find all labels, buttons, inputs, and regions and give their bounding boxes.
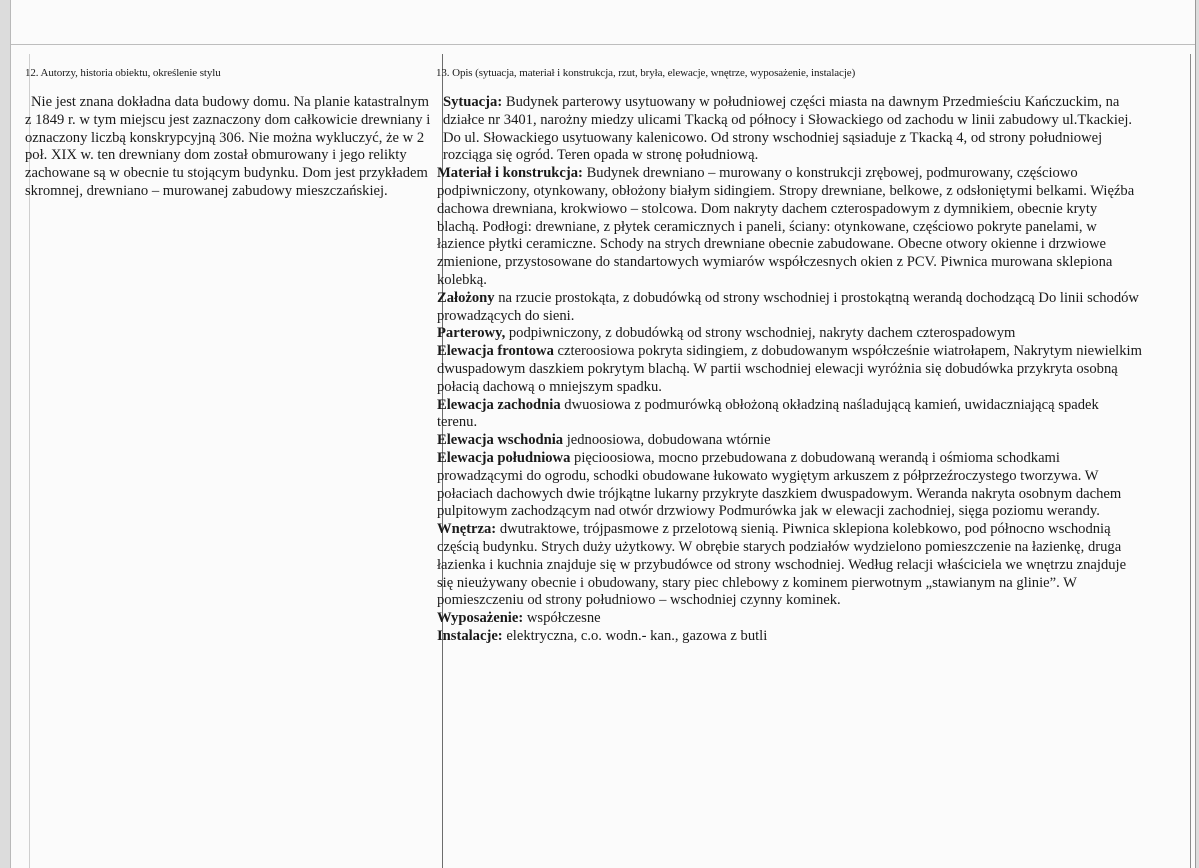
paragraph-text: Budynek drewniano – murowany o konstrukcji zrębowej, podmurowany, częściowo podpiwniczony, otynkowany, obłożony białym sidingiem. Stropy drewniane, belkowe, z odsłoniętymi belkami. Więźba dachowa drewniana, krokwiowo – stolcowa. Dom nakryty dachem czterospadowym z dymnikiem, obecnie kryty blachą. Podłogi: drewniane, z płytek ceramicznych i paneli, ściany: otynkowane, częściowo pokryte panelami, w łazience płytki ceramiczne. Schody na strych drewniane obecnie zabudowane. Obecne otwory okienne i drzwiowe zmienione, przystosowane do standartowych wymiarów współczesnych okien z PCV. Piwnica murowana sklepiona kolebką.	[437, 165, 1135, 288]
right-column-border	[1190, 54, 1191, 868]
paragraph-installations	[437, 628, 1142, 646]
paragraph-label: Sytuacja:	[443, 94, 503, 110]
paragraph-west-facade	[437, 397, 1142, 433]
paragraph-label: Elewacja wschodnia	[437, 432, 564, 449]
paragraph-text: podpiwniczony, z dobudówką od strony wschodniej, nakryty dachem czterospadowym	[505, 325, 1016, 342]
paragraph-east-facade	[437, 432, 1142, 450]
paragraph-south-facade	[437, 450, 1142, 521]
paragraph-material	[437, 165, 1142, 290]
paragraph-text: pięcioosiowa, mocno przebudowana z dobudowaną werandą i ośmioma schodkami prowadzącymi do ogrodu, schodki obudowane łukowato wygiętym arkuszem z półprzeźroczystego tworzywa. W połaciach dachowych dwie trójkątne lukarny przykryte daszkiem dwuspadowym. Weranda nakryta osobnym dachem pulpitowym zachodzącym nad otwór drzwiowy Podmurówka jak w elewacji zachodniej, sięga poziomu werandy.	[437, 449, 1122, 520]
paragraph-label: Założony	[437, 289, 495, 306]
paragraph-plan	[437, 290, 1142, 326]
paragraph-text: elektryczna, c.o. wodn.- kan., gazowa z butli	[502, 627, 768, 644]
paragraph-label: Elewacja południowa	[437, 449, 571, 466]
paragraph-front-facade	[437, 343, 1142, 396]
history-paragraph: Nie jest znana dokładna data budowy domu. Na planie katastralnym z 1849 r. w tym miejscu jest zaznaczony dom całkowicie drewniany i oznaczony liczbą konskrypcyjną 306. Nie można wykluczyć, że w 2 poł. XIX w. ten drewniany dom został obmurowany i jego relikty zachowane są w obecnie tu stojącym budynku. Dom jest przykładem skromnej, drewniano – murowanej zabudowy mieszczańskiej.	[25, 94, 431, 199]
description-text-block	[437, 94, 1142, 646]
paragraph-label: Wnętrza:	[437, 521, 497, 538]
section-13-heading: 13. Opis (sytuacja, materiał i konstrukcja, rzut, bryła, elewacje, wnętrze, wyposażenie, instalacje)	[436, 67, 856, 79]
paragraph-label: Materiał i konstrukcja:	[437, 165, 583, 182]
history-text-block	[25, 94, 435, 201]
paragraph-label: Parterowy,	[437, 325, 506, 342]
paragraph-equipment	[437, 610, 1142, 628]
paragraph-text: dwuosiowa z podmurówką obłożoną okładziną naśladującą kamień, uwidaczniającą spadek terenu.	[437, 396, 1099, 431]
top-rule	[11, 44, 1195, 45]
paragraph-situation	[437, 94, 1142, 165]
paragraph-text: czteroosiowa pokryta sidingiem, z dobudowanym współcześnie wiatrołapem, Nakrytym niewielkim dwuspadowym daszkiem pokrytym blachą. W partii wschodniej elewacji wyróżnia się dobudówka przykryta osobną połacią dachową o mniejszym spadku.	[437, 343, 1142, 395]
paragraph-text: dwutraktowe, trójpasmowe z przelotową sienią. Piwnica sklepiona kolebkowo, pod północno wschodnią częścią budynku. Strych duży użytkowy. W obrębie starych podziałów wydzielono pomieszczenie na łazienkę, druga łazienka i kuchnia znajduje się w przybudówce od strony wschodniej. Według relacji właściciela we wnętrzu znajduje się nieużywany obecnie i obudowany, stary piec chlebowy z kominem pierwotnym „stawianym na glinie”. W pomieszczeniu od strony południowo – wschodniej czynny kominek.	[437, 521, 1127, 609]
paragraph-label: Instalacje:	[437, 627, 503, 644]
paragraph-text: współczesne	[523, 610, 601, 627]
paragraph-text: jednoosiowa, dobudowana wtórnie	[563, 432, 771, 449]
paragraph-text: na rzucie prostokąta, z dobudówką od strony wschodniej i prostokątną werandą dochodzącą Do linii schodów prowadzących do sieni.	[437, 289, 1139, 324]
paragraph-text: Budynek parterowy usytuowany w południowej części miasta na dawnym Przedmieściu Kańczuckim, na działce nr 3401, narożny miedzy ulicami Tkacką od północy i Słowackiego od zachodu w linii zabudowy ul.Tkackiej. Do ul. Słowackiego usytuowany kalenicowo. Od strony wschodniej sąsiaduje z Tkacką 4, od strony południowej rozciąga się ogród. Teren opada w stronę południową.	[443, 94, 1133, 164]
paragraph-interiors	[437, 521, 1142, 610]
paragraph-label: Elewacja frontowa	[437, 343, 554, 360]
paragraph-label: Wyposażenie:	[437, 610, 524, 627]
paragraph-body	[437, 325, 1142, 343]
paragraph-label: Elewacja zachodnia	[437, 396, 561, 413]
section-12-heading: 12. Autorzy, historia obiektu, określenie stylu	[25, 67, 221, 79]
